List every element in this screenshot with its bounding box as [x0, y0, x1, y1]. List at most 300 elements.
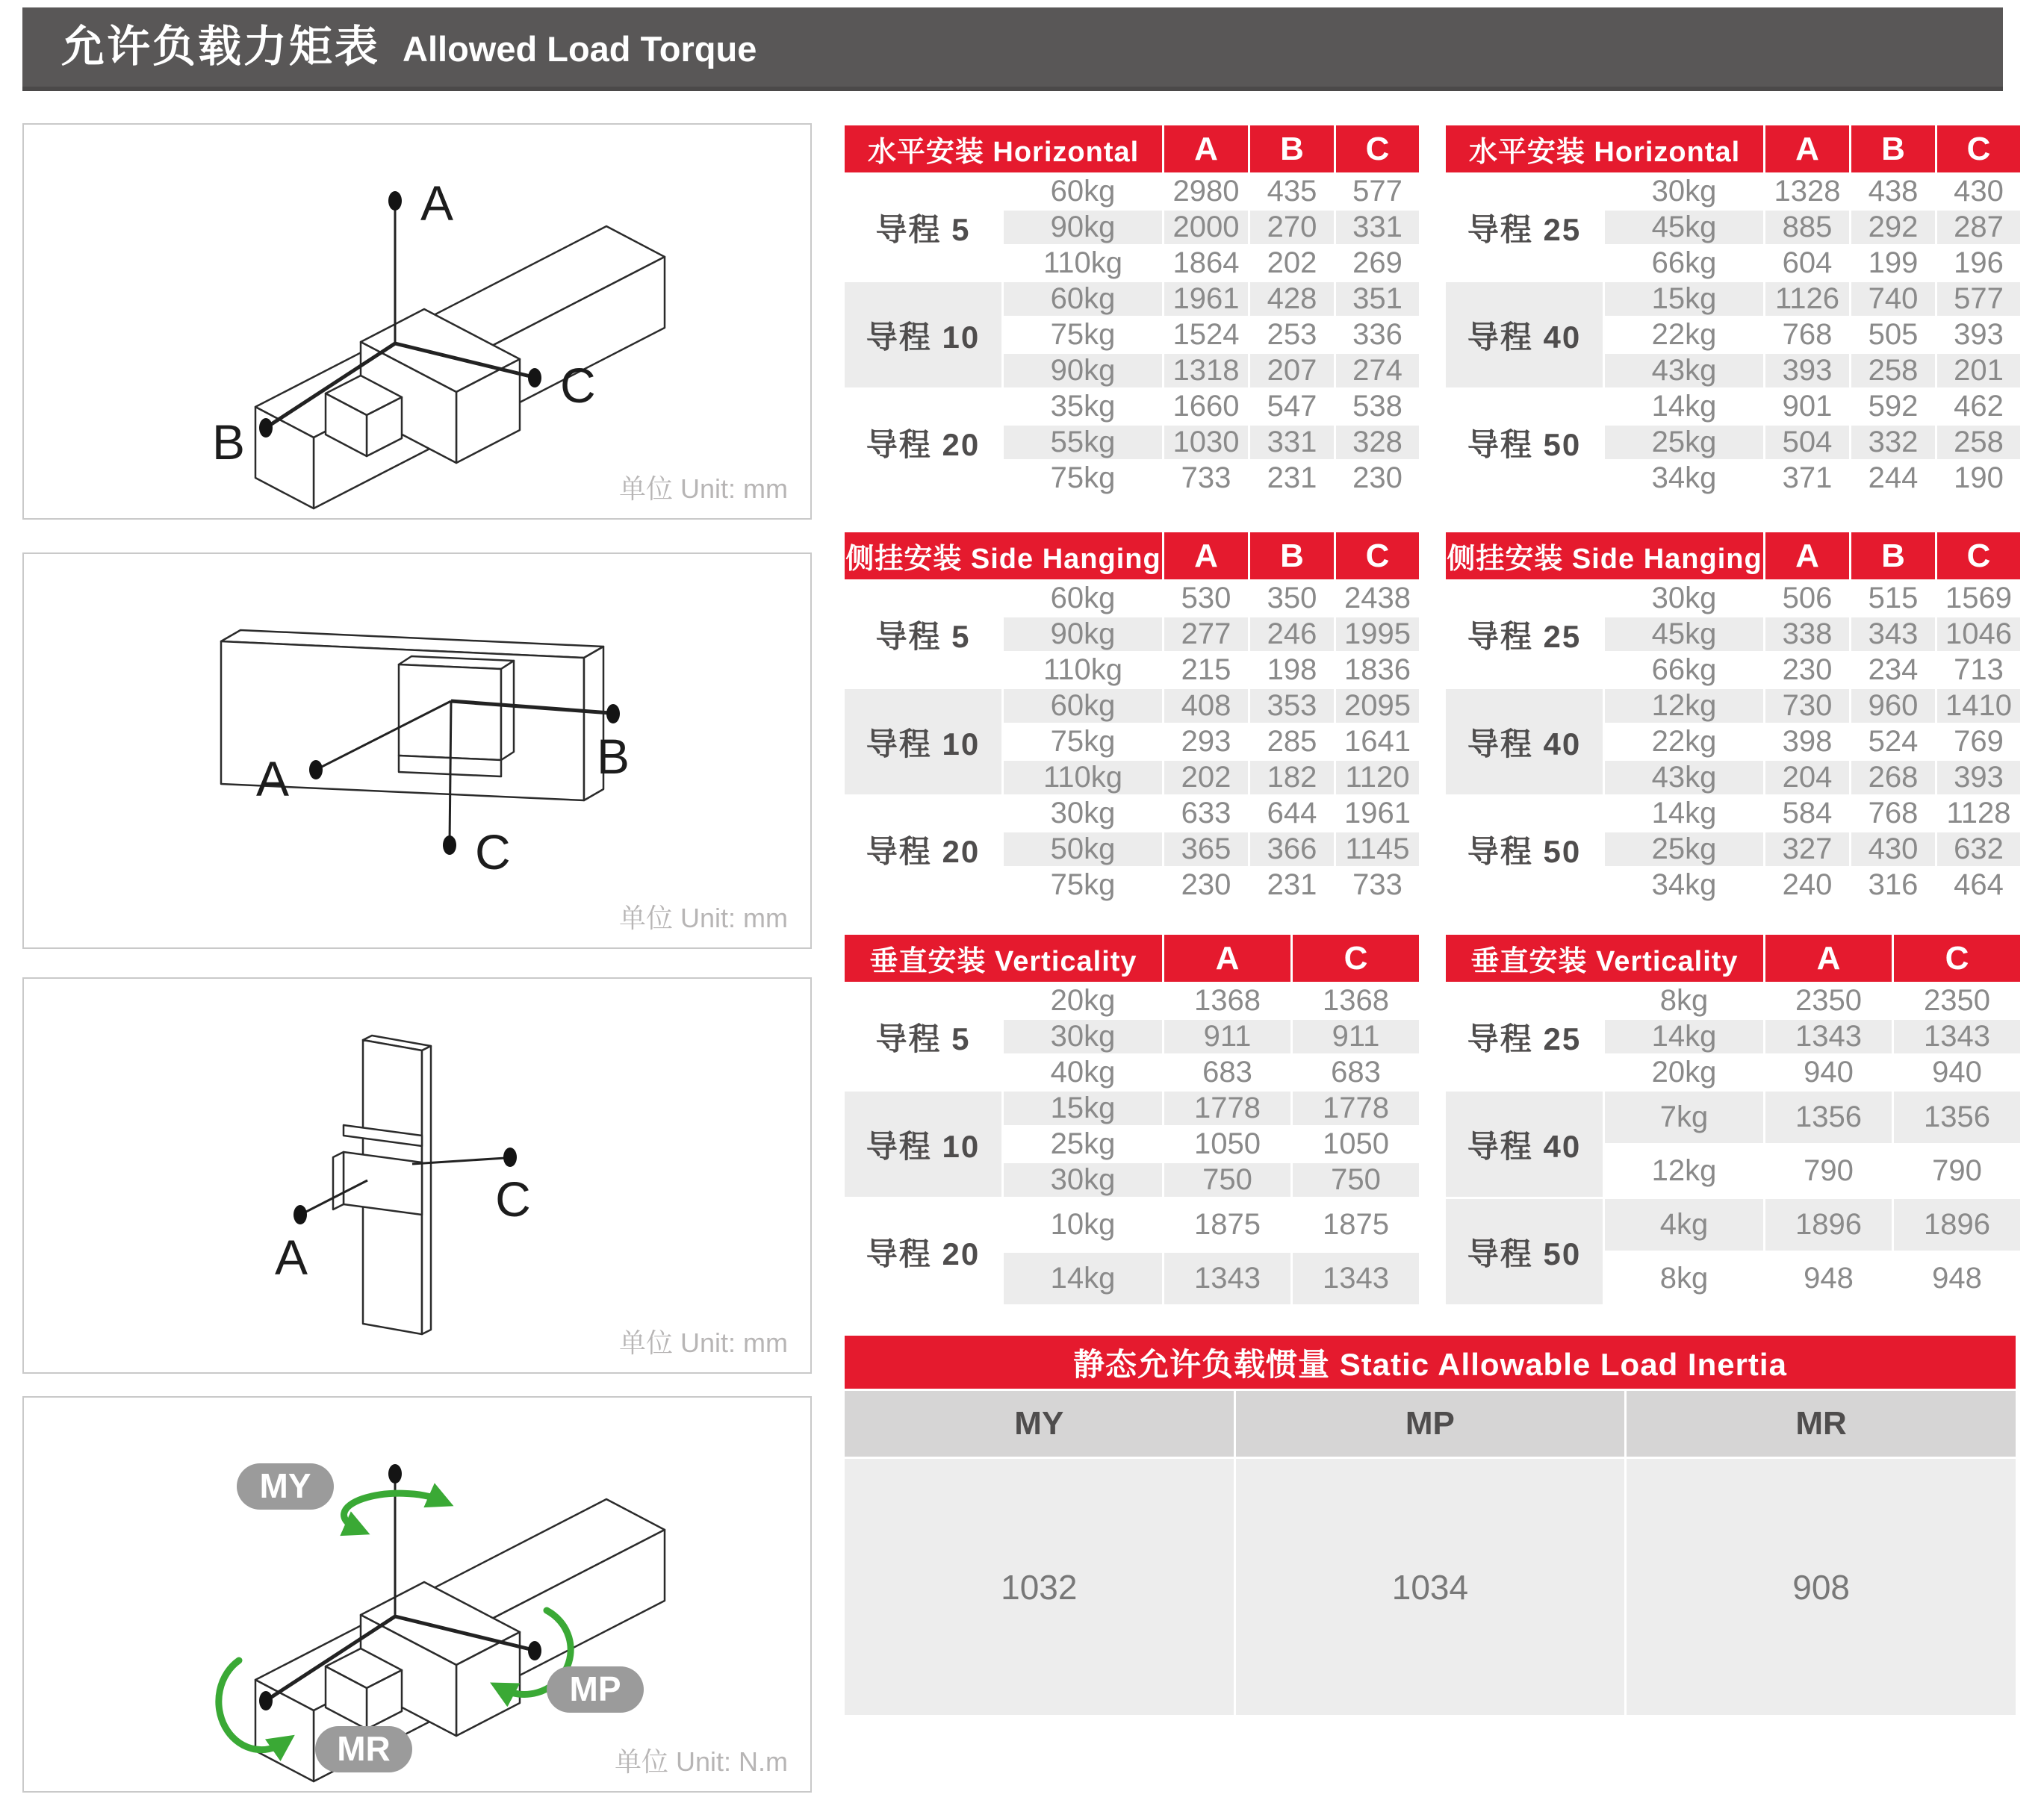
torque-value: 1368: [1164, 983, 1292, 1019]
load-cell: 14kg: [1003, 1252, 1164, 1306]
torque-value: 393: [1765, 353, 1851, 389]
load-cell: 66kg: [1604, 246, 1765, 281]
torque-value: 393: [1936, 317, 2022, 353]
page-title-en: Allowed Load Torque: [403, 29, 757, 69]
torque-value: 1050: [1292, 1127, 1420, 1162]
load-cell: 34kg: [1604, 461, 1765, 496]
torque-value: 683: [1164, 1055, 1292, 1091]
load-cell: 110kg: [1003, 653, 1164, 688]
torque-value: 960: [1851, 688, 1936, 724]
table-row: [844, 983, 1420, 1019]
unit-note: 单位 Unit: mm: [618, 903, 788, 933]
torque-value: 332: [1851, 425, 1936, 461]
torque-value: 201: [1936, 353, 2022, 389]
torque-value: 182: [1249, 760, 1335, 796]
mp-label: MP: [569, 1669, 621, 1708]
load-cell: 22kg: [1604, 317, 1765, 353]
torque-value: 505: [1851, 317, 1936, 353]
inertia-column-my: MY: [844, 1390, 1235, 1458]
torque-value: 547: [1249, 389, 1335, 425]
torque-value: 1356: [1765, 1091, 1893, 1145]
torque-value: 292: [1851, 210, 1936, 246]
torque-table: [842, 933, 1421, 1307]
torque-value: 577: [1936, 281, 2022, 317]
torque-value: 253: [1249, 317, 1335, 353]
load-cell: 20kg: [1604, 1055, 1765, 1091]
torque-value: 644: [1249, 796, 1335, 832]
load-cell: 60kg: [1003, 174, 1164, 210]
lead-label: 导程 10: [844, 281, 1003, 389]
load-cell: 90kg: [1003, 210, 1164, 246]
my-rotation-arrow: [344, 1493, 441, 1529]
torque-value: 940: [1893, 1055, 2022, 1091]
vertical-mount-drawing: [24, 979, 810, 1372]
column-header-a: A: [1765, 125, 1851, 174]
load-cell: 66kg: [1604, 653, 1765, 688]
torque-value: 270: [1249, 210, 1335, 246]
torque-value: 230: [1335, 461, 1420, 496]
torque-value: 365: [1164, 832, 1249, 868]
torque-value: 293: [1164, 724, 1249, 760]
torque-value: 435: [1249, 174, 1335, 210]
table-row: [1445, 796, 2022, 832]
torque-value: 1356: [1893, 1091, 2022, 1145]
torque-value: 240: [1765, 868, 1851, 903]
axis-label-a: A: [420, 175, 454, 231]
column-header-a: A: [1164, 125, 1249, 174]
load-cell: 75kg: [1003, 317, 1164, 353]
column-header-b: B: [1249, 125, 1335, 174]
torque-value: 1524: [1164, 317, 1249, 353]
torque-value: 538: [1335, 389, 1420, 425]
my-label: MY: [259, 1466, 311, 1505]
static-load-inertia-table: [842, 1333, 2018, 1717]
diagram-column: [22, 123, 812, 1793]
column-header-c: C: [1936, 125, 2022, 174]
torque-value: 1641: [1335, 724, 1420, 760]
torque-value: 1778: [1292, 1091, 1420, 1127]
torque-value: 1410: [1936, 688, 2022, 724]
load-cell: 90kg: [1003, 353, 1164, 389]
torque-value: 740: [1851, 281, 1936, 317]
table-row: [844, 174, 1420, 210]
torque-value: 1864: [1164, 246, 1249, 281]
column-header-c: C: [1936, 532, 2022, 581]
table-row: [844, 1091, 1420, 1127]
torque-value: 398: [1765, 724, 1851, 760]
torque-value: 911: [1292, 1019, 1420, 1055]
torque-value: 328: [1335, 425, 1420, 461]
torque-table: [842, 123, 1421, 497]
torque-value: 343: [1851, 617, 1936, 653]
torque-value: 231: [1249, 461, 1335, 496]
load-cell: 15kg: [1604, 281, 1765, 317]
torque-value: 592: [1851, 389, 1936, 425]
my-axis-dot: [388, 1464, 402, 1483]
torque-value: 2980: [1164, 174, 1249, 210]
torque-value: 230: [1164, 868, 1249, 903]
mr-label: MR: [337, 1729, 391, 1768]
axis-label-a: A: [274, 1230, 308, 1285]
torque-value: 1145: [1335, 832, 1420, 868]
carriage-front-face: [344, 1152, 422, 1215]
axis-label-b: B: [211, 414, 245, 470]
table-column: [842, 123, 2025, 1793]
torque-value: 790: [1893, 1145, 2022, 1198]
torque-value: 1126: [1765, 281, 1851, 317]
torque-value: 393: [1936, 760, 2022, 796]
load-cell: 90kg: [1003, 617, 1164, 653]
torque-value: 277: [1164, 617, 1249, 653]
torque-value: 202: [1249, 246, 1335, 281]
torque-value: 790: [1765, 1145, 1893, 1198]
load-cell: 7kg: [1604, 1091, 1765, 1145]
torque-value: 351: [1335, 281, 1420, 317]
torque-value: 1343: [1164, 1252, 1292, 1306]
torque-value: 768: [1851, 796, 1936, 832]
diagram-moment-directions: [22, 1396, 812, 1793]
diagram-horizontal-mount: [22, 123, 812, 520]
table-row: [1445, 174, 2022, 210]
axis-dot-b: [606, 704, 620, 723]
torque-value: 911: [1164, 1019, 1292, 1055]
column-header-a: A: [1765, 532, 1851, 581]
inertia-table-title: 静态允许负载惯量 Static Allowable Load Inertia: [844, 1335, 2017, 1390]
torque-value: 246: [1249, 617, 1335, 653]
torque-value: 2350: [1765, 983, 1893, 1019]
torque-value: 207: [1249, 353, 1335, 389]
axis-dot-a: [293, 1205, 307, 1224]
lead-label: 导程 40: [1445, 688, 1604, 796]
torque-value: 750: [1164, 1162, 1292, 1198]
inertia-column-mr: MR: [1626, 1390, 2017, 1458]
torque-value: 769: [1936, 724, 2022, 760]
torque-table: [842, 530, 1421, 904]
torque-value: 268: [1851, 760, 1936, 796]
table-row: [844, 688, 1420, 724]
axis-label-c: C: [495, 1171, 531, 1227]
load-cell: 20kg: [1003, 983, 1164, 1019]
load-cell: 75kg: [1003, 868, 1164, 903]
load-cell: 40kg: [1003, 1055, 1164, 1091]
torque-value: 215: [1164, 653, 1249, 688]
torque-value: 366: [1249, 832, 1335, 868]
load-cell: 30kg: [1604, 174, 1765, 210]
load-cell: 14kg: [1604, 389, 1765, 425]
load-cell: 12kg: [1604, 688, 1765, 724]
torque-value: 269: [1335, 246, 1420, 281]
table-title: 垂直安装 Verticality: [1445, 934, 1765, 983]
torque-value: 948: [1893, 1252, 2022, 1306]
column-header-a: A: [1164, 934, 1292, 983]
load-cell: 75kg: [1003, 724, 1164, 760]
load-cell: 45kg: [1604, 617, 1765, 653]
column-header-b: B: [1851, 125, 1936, 174]
torque-value: 274: [1335, 353, 1420, 389]
side-hanging-torque-table-leads-5-20: [842, 530, 1421, 904]
lead-label: 导程 40: [1445, 281, 1604, 389]
torque-value: 515: [1851, 581, 1936, 617]
load-cell: 75kg: [1003, 461, 1164, 496]
torque-value: 733: [1335, 868, 1420, 903]
torque-table: [1444, 933, 2022, 1307]
column-header-b: B: [1851, 532, 1936, 581]
load-cell: 34kg: [1604, 868, 1765, 903]
torque-value: 1875: [1164, 1198, 1292, 1252]
torque-value: 506: [1765, 581, 1851, 617]
table-title: 侧挂安装 Side Hanging: [844, 532, 1164, 581]
torque-value: 202: [1164, 760, 1249, 796]
torque-value: 2350: [1893, 983, 2022, 1019]
lead-label: 导程 25: [1445, 581, 1604, 688]
column-header-c: C: [1893, 934, 2022, 983]
diagram-side-hanging: [22, 552, 812, 949]
torque-value: 1046: [1936, 617, 2022, 653]
torque-value: 428: [1249, 281, 1335, 317]
torque-value: 430: [1936, 174, 2022, 210]
load-cell: 25kg: [1604, 425, 1765, 461]
inertia-value-my: 1032: [844, 1458, 1235, 1716]
torque-value: 196: [1936, 246, 2022, 281]
content-area: [22, 123, 2025, 1793]
load-cell: 45kg: [1604, 210, 1765, 246]
torque-value: 2438: [1335, 581, 1420, 617]
inertia-column-mp: MP: [1234, 1390, 1626, 1458]
inertia-value-mr: 908: [1626, 1458, 2017, 1716]
horizontal-torque-table-leads-25-50: [1444, 123, 2022, 497]
load-cell: 14kg: [1604, 796, 1765, 832]
torque-value: 331: [1249, 425, 1335, 461]
table-title: 侧挂安装 Side Hanging: [1445, 532, 1765, 581]
load-cell: 15kg: [1003, 1091, 1164, 1127]
horizontal-mount-drawing: [24, 125, 810, 518]
torque-value: 604: [1765, 246, 1851, 281]
torque-value: 1569: [1936, 581, 2022, 617]
torque-value: 1128: [1936, 796, 2022, 832]
load-cell: 43kg: [1604, 760, 1765, 796]
table-title: 垂直安装 Verticality: [844, 934, 1164, 983]
torque-value: 1368: [1292, 983, 1420, 1019]
load-cell: 50kg: [1003, 832, 1164, 868]
torque-value: 750: [1292, 1162, 1420, 1198]
load-cell: 25kg: [1003, 1127, 1164, 1162]
axis-dot-a: [309, 760, 323, 779]
torque-value: 408: [1164, 688, 1249, 724]
torque-value: 885: [1765, 210, 1851, 246]
torque-table: [1444, 123, 2022, 497]
load-cell: 110kg: [1003, 246, 1164, 281]
table-row: [1445, 389, 2022, 425]
lead-label: 导程 5: [844, 581, 1003, 688]
torque-value: 940: [1765, 1055, 1893, 1091]
load-cell: 8kg: [1604, 983, 1765, 1019]
unit-note: 单位 Unit: N.m: [614, 1746, 788, 1777]
load-cell: 30kg: [1003, 1019, 1164, 1055]
load-cell: 60kg: [1003, 581, 1164, 617]
torque-value: 713: [1936, 653, 2022, 688]
torque-value: 1050: [1164, 1127, 1292, 1162]
torque-value: 632: [1936, 832, 2022, 868]
torque-value: 1030: [1164, 425, 1249, 461]
load-cell: 12kg: [1604, 1145, 1765, 1198]
load-cell: 43kg: [1604, 353, 1765, 389]
lead-label: 导程 25: [1445, 983, 1604, 1091]
torque-value: 204: [1765, 760, 1851, 796]
torque-value: 683: [1292, 1055, 1420, 1091]
torque-value: 338: [1765, 617, 1851, 653]
torque-value: 287: [1936, 210, 2022, 246]
load-cell: 25kg: [1604, 832, 1765, 868]
torque-value: 1961: [1164, 281, 1249, 317]
lead-label: 导程 5: [844, 174, 1003, 281]
column-header-c: C: [1335, 532, 1420, 581]
torque-value: 230: [1765, 653, 1851, 688]
torque-value: 524: [1851, 724, 1936, 760]
unit-note: 单位 Unit: mm: [618, 1327, 788, 1358]
torque-value: 234: [1851, 653, 1936, 688]
table-row: [1445, 983, 2022, 1019]
load-cell: 14kg: [1604, 1019, 1765, 1055]
table-row: [844, 1198, 1420, 1252]
torque-value: 730: [1765, 688, 1851, 724]
torque-value: 353: [1249, 688, 1335, 724]
load-cell: 60kg: [1003, 688, 1164, 724]
torque-value: 462: [1936, 389, 2022, 425]
table-title: 水平安装 Horizontal: [1445, 125, 1765, 174]
table-row: [844, 281, 1420, 317]
lead-label: 导程 20: [844, 389, 1003, 496]
column-header-b: B: [1249, 532, 1335, 581]
load-cell: 55kg: [1003, 425, 1164, 461]
table-title: 水平安装 Horizontal: [844, 125, 1164, 174]
torque-value: 231: [1249, 868, 1335, 903]
torque-value: 733: [1164, 461, 1249, 496]
torque-value: 258: [1936, 425, 2022, 461]
inertia-value-mp: 1034: [1234, 1458, 1626, 1716]
torque-value: 530: [1164, 581, 1249, 617]
torque-value: 1318: [1164, 353, 1249, 389]
torque-value: 948: [1765, 1252, 1893, 1306]
torque-value: 1896: [1765, 1198, 1893, 1252]
lead-label: 导程 10: [844, 1091, 1003, 1198]
verticality-torque-table-leads-25-50: [1444, 933, 2022, 1307]
axis-dot-c: [528, 368, 541, 387]
torque-value: 577: [1335, 174, 1420, 210]
column-header-a: A: [1164, 532, 1249, 581]
load-cell: 30kg: [1003, 796, 1164, 832]
carriage-right-face: [501, 661, 514, 760]
torque-value: 1343: [1292, 1252, 1420, 1306]
side-hanging-drawing: [24, 554, 810, 947]
torque-value: 198: [1249, 653, 1335, 688]
torque-value: 633: [1164, 796, 1249, 832]
torque-value: 316: [1851, 868, 1936, 903]
torque-value: 285: [1249, 724, 1335, 760]
table-row: [1445, 281, 2022, 317]
torque-value: 464: [1936, 868, 2022, 903]
axis-dot-a: [388, 191, 402, 211]
torque-value: 1660: [1164, 389, 1249, 425]
horizontal-torque-table-leads-5-20: [842, 123, 1421, 497]
load-cell: 35kg: [1003, 389, 1164, 425]
moment-directions-drawing: [24, 1398, 810, 1791]
torque-value: 584: [1765, 796, 1851, 832]
torque-value: 1995: [1335, 617, 1420, 653]
side-hanging-tables-row: [842, 530, 2025, 904]
lead-label: 导程 10: [844, 688, 1003, 796]
lead-label: 导程 40: [1445, 1091, 1604, 1198]
torque-value: 244: [1851, 461, 1936, 496]
torque-value: 1875: [1292, 1198, 1420, 1252]
page-title-zh: 允许负载力矩表: [61, 22, 381, 71]
verticality-torque-table-leads-5-20: [842, 933, 1421, 1307]
load-cell: 10kg: [1003, 1198, 1164, 1252]
torque-value: 1343: [1893, 1019, 2022, 1055]
torque-value: 1961: [1335, 796, 1420, 832]
torque-value: 350: [1249, 581, 1335, 617]
table-row: [844, 796, 1420, 832]
torque-value: 1328: [1765, 174, 1851, 210]
table-row: [1445, 1091, 2022, 1145]
torque-value: 1343: [1765, 1019, 1893, 1055]
load-cell: 60kg: [1003, 281, 1164, 317]
torque-value: 1120: [1335, 760, 1420, 796]
axis-dot-c: [443, 835, 456, 855]
mr-axis-dot: [259, 1691, 273, 1710]
column-header-c: C: [1292, 934, 1420, 983]
axis-label-c: C: [475, 824, 511, 879]
load-cell: 30kg: [1003, 1162, 1164, 1198]
lead-label: 导程 5: [844, 983, 1003, 1091]
lead-label: 导程 25: [1445, 174, 1604, 281]
table-row: [1445, 1198, 2022, 1252]
torque-value: 504: [1765, 425, 1851, 461]
load-cell: 22kg: [1604, 724, 1765, 760]
lead-label: 导程 50: [1445, 1198, 1604, 1306]
table-row: [844, 581, 1420, 617]
torque-value: 371: [1765, 461, 1851, 496]
table-row: [844, 389, 1420, 425]
torque-value: 190: [1936, 461, 2022, 496]
table-row: [1445, 688, 2022, 724]
torque-value: 1778: [1164, 1091, 1292, 1127]
torque-value: 1896: [1893, 1198, 2022, 1252]
torque-value: 258: [1851, 353, 1936, 389]
torque-value: 2095: [1335, 688, 1420, 724]
column-header-a: A: [1765, 934, 1893, 983]
torque-value: 331: [1335, 210, 1420, 246]
torque-value: 901: [1765, 389, 1851, 425]
diagram-vertical-mount: [22, 977, 812, 1374]
mp-axis-dot: [528, 1641, 541, 1660]
lead-label: 导程 20: [844, 1198, 1003, 1306]
unit-note: 单位 Unit: mm: [618, 473, 788, 504]
torque-value: 327: [1765, 832, 1851, 868]
torque-value: 438: [1851, 174, 1936, 210]
axis-dot-c: [503, 1148, 517, 1167]
torque-table: [1444, 530, 2022, 904]
axis-label-c: C: [560, 358, 596, 413]
torque-value: 1836: [1335, 653, 1420, 688]
torque-value: 336: [1335, 317, 1420, 353]
load-cell: 30kg: [1604, 581, 1765, 617]
carriage-left-face: [333, 1152, 344, 1209]
torque-value: 768: [1765, 317, 1851, 353]
torque-value: 199: [1851, 246, 1936, 281]
column-header-c: C: [1335, 125, 1420, 174]
side-hanging-torque-table-leads-25-50: [1444, 530, 2022, 904]
load-cell: 8kg: [1604, 1252, 1765, 1306]
